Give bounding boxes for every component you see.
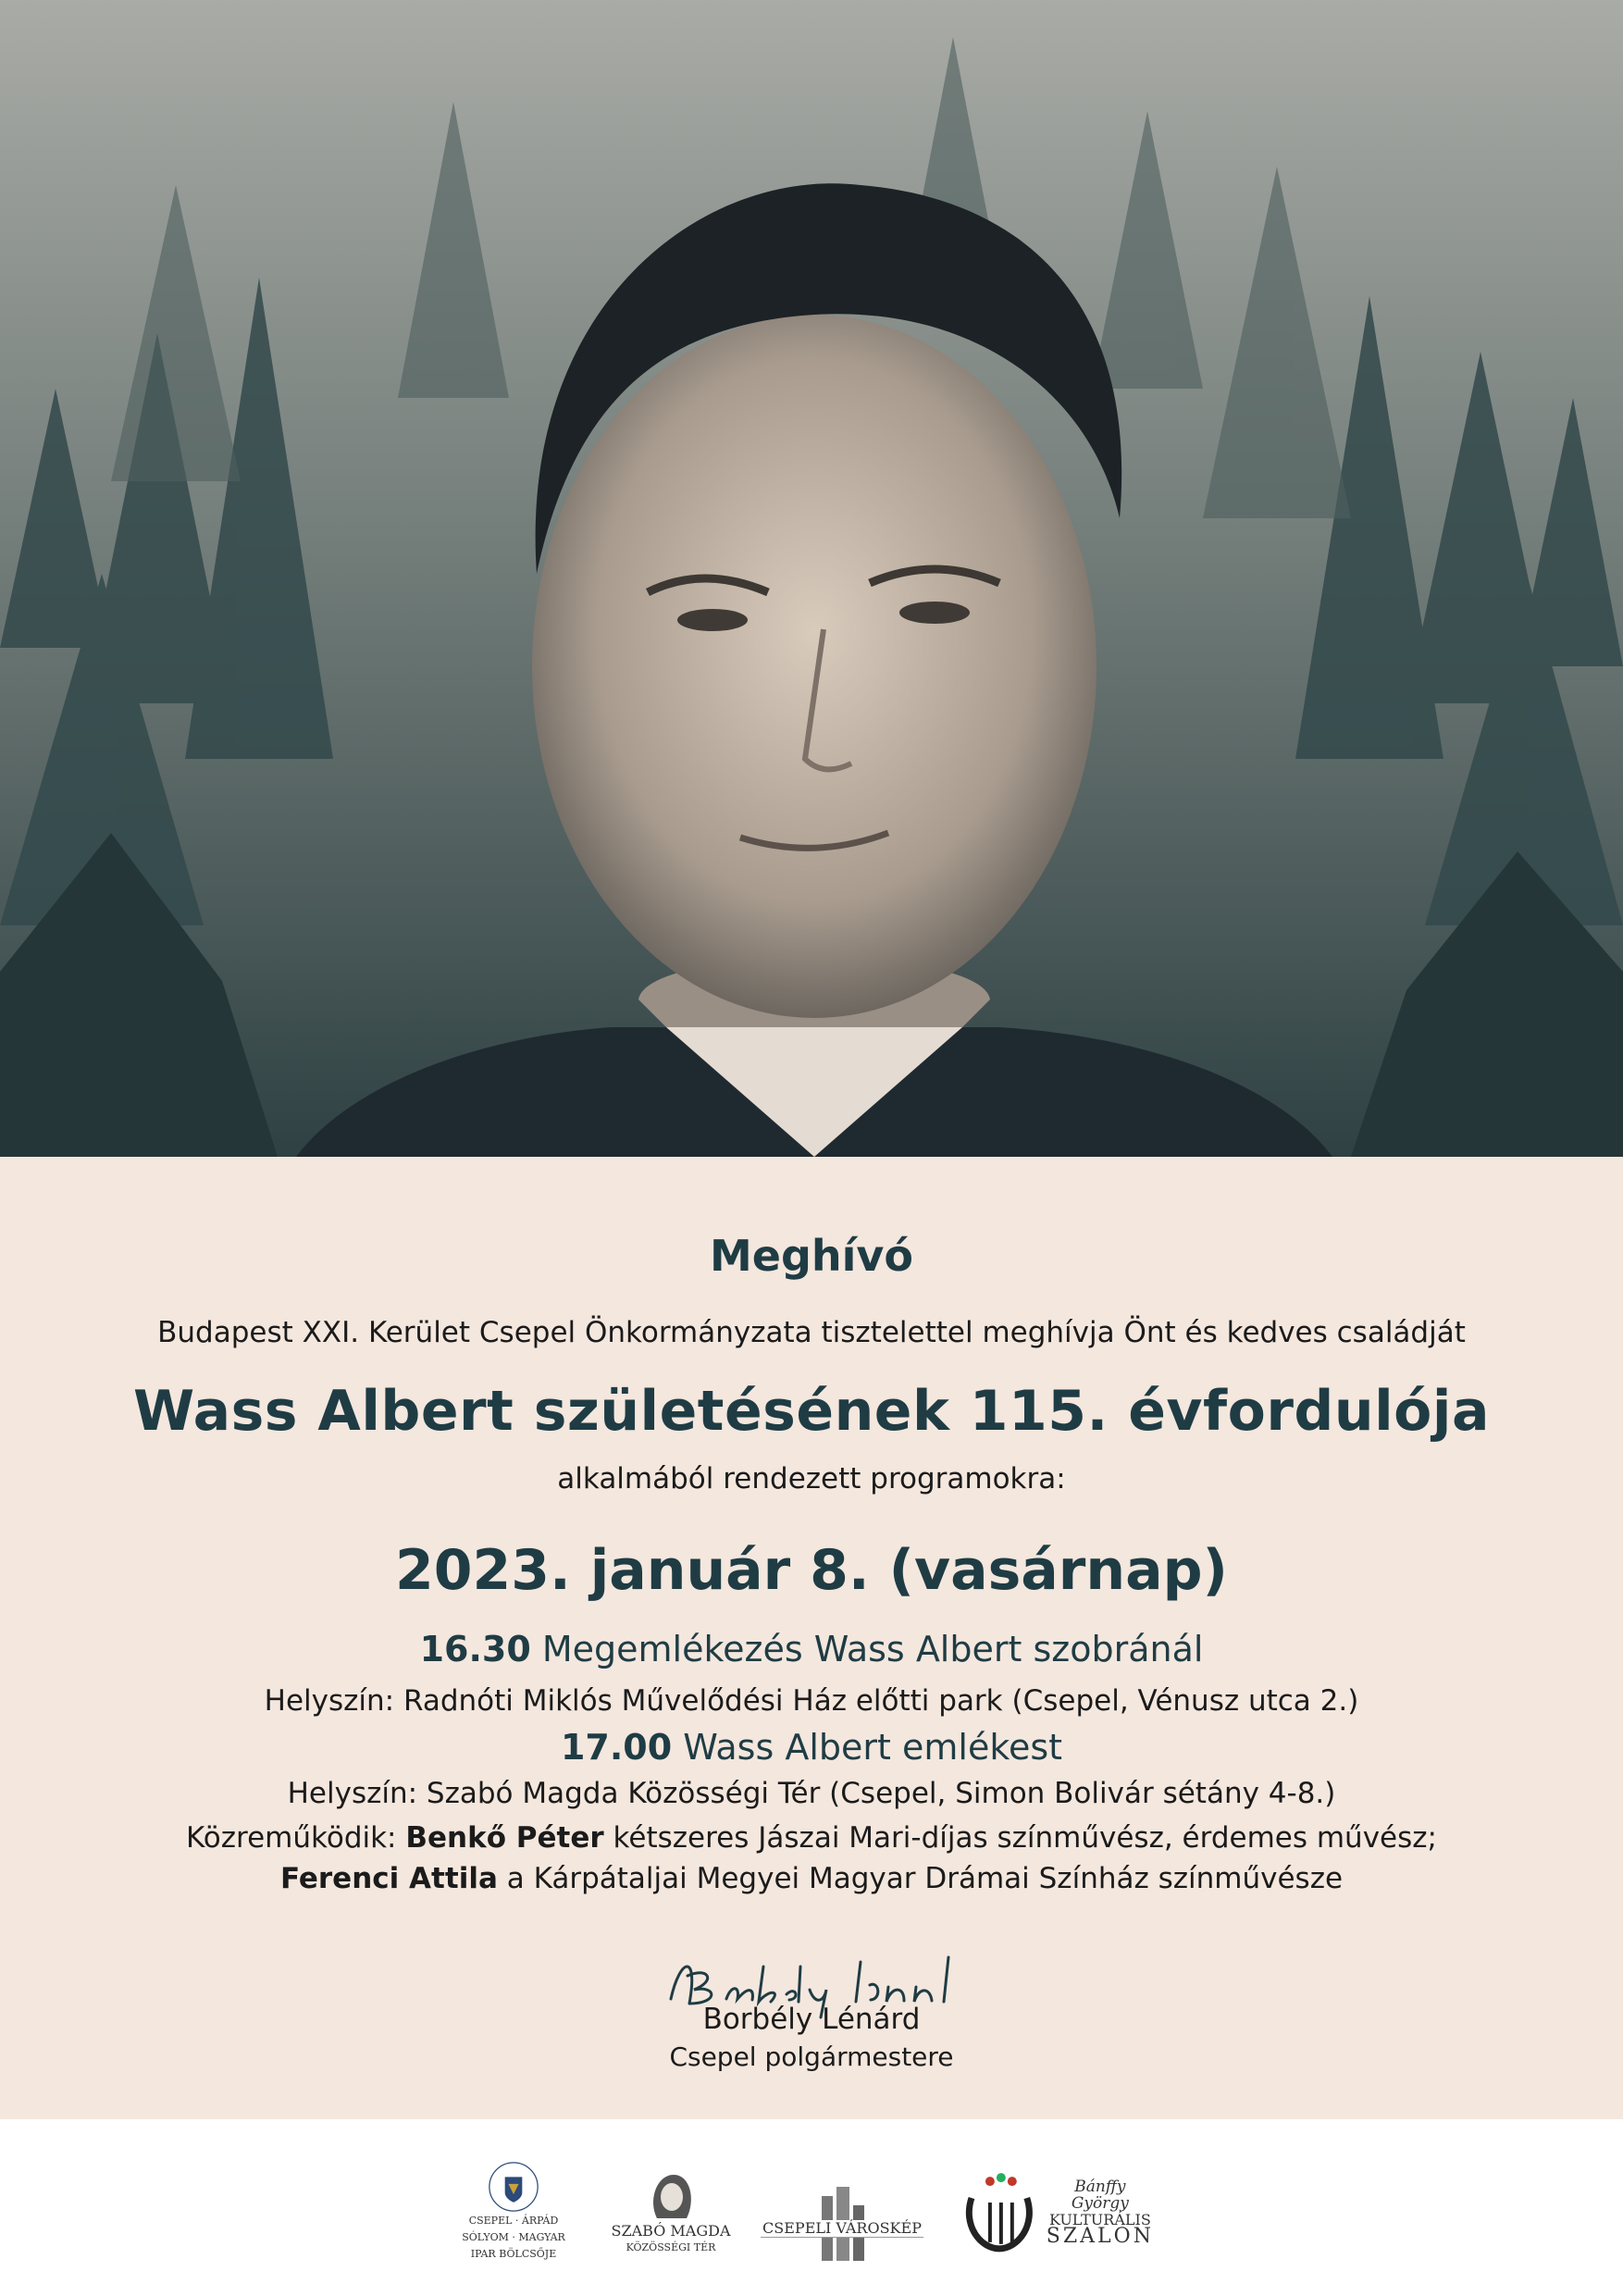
szabo-magda-text-1: SZABÓ MAGDA xyxy=(611,2222,731,2240)
performers-line-1 xyxy=(0,1821,1623,1855)
performer-1-desc: kétszeres Jászai Mari-díjas színművész, érdemes művész; xyxy=(613,1821,1437,1855)
sponsor-footer xyxy=(0,2119,1623,2296)
varoskep-text: CSEPELI VÁROSKÉP xyxy=(762,2218,922,2237)
event-title: Wass Albert születésének 115. évfordulója xyxy=(133,1379,1490,1444)
performer-2-name: Ferenci Attila xyxy=(279,1862,498,1895)
banffy-szalon-logo xyxy=(962,2161,1157,2263)
performers-prefix: Közreműködik: xyxy=(186,1821,397,1855)
program-1 xyxy=(0,1629,1623,1669)
csepel-crest-text: CSEPEL · ÁRPÁD SÓLYOM · MAGYAR IPAR BÖLCSŐJE xyxy=(462,2215,565,2260)
program-2 xyxy=(0,1727,1623,1768)
program-2-time: 17.00 xyxy=(560,1727,673,1768)
program-2-location: Helyszín: Szabó Magda Közösségi Tér (Csepel, Simon Bolivár sétány 4-8.) xyxy=(287,1777,1336,1810)
performer-2-desc: a Kárpátaljai Megyei Magyar Drámai Színház színművésze xyxy=(506,1862,1344,1895)
invitation-intro: Budapest XXI. Kerület Csepel Önkormányzata tisztelettel meghívja Önt és kedves családját xyxy=(157,1316,1466,1349)
banffy-text-1: Bánffy György xyxy=(1071,2178,1129,2213)
invitation-panel xyxy=(0,1157,1623,2119)
szabo-magda-logo xyxy=(606,2161,736,2263)
performer-1-name: Benkő Péter xyxy=(405,1821,604,1855)
event-occasion: alkalmából rendezett programokra: xyxy=(557,1462,1066,1496)
banffy-lyre-icon xyxy=(962,2170,1036,2253)
csepeli-varoskep-logo xyxy=(759,2161,925,2263)
performers-line-2 xyxy=(0,1862,1623,1895)
signer-title: Csepel polgármestere xyxy=(669,2042,954,2072)
program-1-location: Helyszín: Radnóti Miklós Művelődési Ház előtti park (Csepel, Vénusz utca 2.) xyxy=(264,1684,1359,1718)
banffy-text-3: SZALON xyxy=(1046,2225,1154,2248)
banffy-text-2: KULTURÁLIS xyxy=(1048,2211,1151,2228)
program-1-time: 16.30 xyxy=(419,1629,531,1669)
invitation-title: Meghívó xyxy=(709,1231,913,1281)
signer-name: Borbély Lénárd xyxy=(702,2003,921,2036)
szabo-magda-portrait-icon xyxy=(638,2167,703,2223)
event-date: 2023. január 8. (vasárnap) xyxy=(395,1538,1228,1603)
program-2-name: Wass Albert emlékest xyxy=(683,1727,1063,1768)
program-1-name: Megemlékezés Wass Albert szobránál xyxy=(541,1629,1204,1669)
csepel-crest-icon xyxy=(472,2161,555,2213)
szabo-magda-text-2: KÖZÖSSÉGI TÉR xyxy=(626,2241,716,2253)
csepel-crest-logo xyxy=(462,2161,565,2263)
